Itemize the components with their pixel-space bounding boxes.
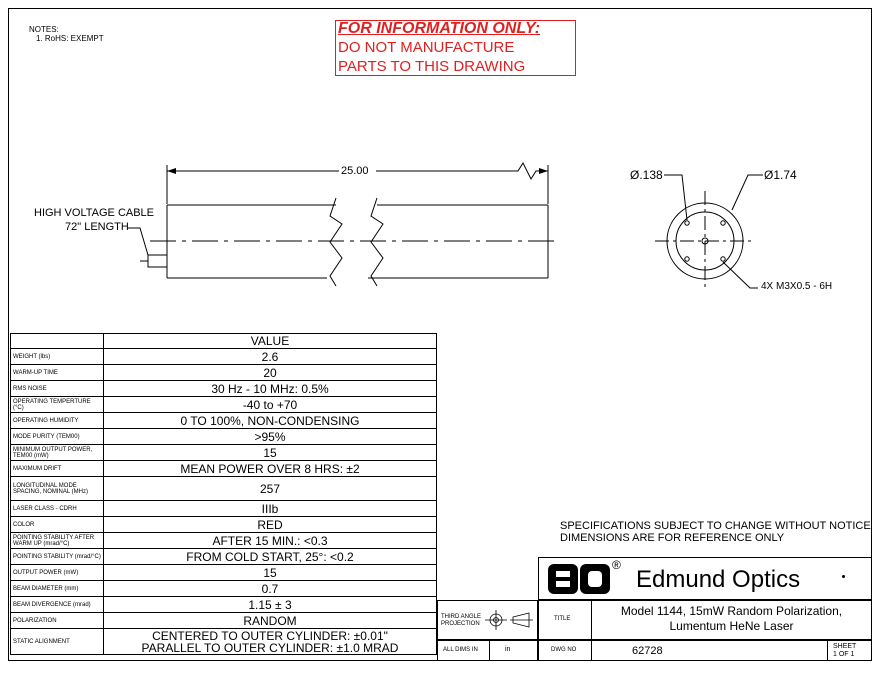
spec-value bbox=[104, 533, 437, 549]
title-line-2: Lumentum HeNe Laser bbox=[669, 619, 794, 633]
spec-value bbox=[104, 445, 437, 461]
length-dimension-label: 25.00 bbox=[341, 165, 369, 177]
spec-row bbox=[11, 381, 437, 397]
spec-value-text: 257 bbox=[259, 481, 281, 496]
spec-label: OPERATING HUMIDITY bbox=[11, 413, 104, 429]
spec-label: WEIGHT (lbs) bbox=[11, 349, 104, 365]
spec-value bbox=[104, 613, 437, 629]
notice-line-1: DO NOT MANUFACTURE bbox=[338, 39, 515, 56]
spec-value-text: 20 bbox=[263, 365, 277, 380]
spec-label: OUTPUT POWER (mW) bbox=[11, 565, 104, 581]
spec-row bbox=[11, 565, 437, 581]
spec-value-text-2: PARALLEL TO OUTER CYLINDER: ±1.0 MRAD bbox=[141, 640, 399, 655]
spec-value bbox=[104, 597, 437, 613]
spec-row bbox=[11, 533, 437, 549]
spec-value bbox=[104, 629, 437, 655]
dims-label: ALL DIMS IN bbox=[443, 647, 478, 653]
spec-value bbox=[104, 549, 437, 565]
spec-row bbox=[11, 549, 437, 565]
spec-row bbox=[11, 397, 437, 413]
spec-label: RMS NOISE bbox=[11, 381, 104, 397]
spec-row bbox=[11, 581, 437, 597]
spec-label: POINTING STABILITY (mrad/°C) bbox=[11, 549, 104, 565]
spec-value-text: 15 bbox=[263, 565, 277, 580]
spec-value-text: RANDOM bbox=[243, 613, 297, 628]
spec-label: LONGITUDINAL MODE SPACING, NOMINAL (MHz) bbox=[11, 477, 104, 501]
dims-value-cell bbox=[489, 640, 538, 661]
spec-label: POLARIZATION bbox=[11, 613, 104, 629]
dwg-label: DWG NO bbox=[551, 647, 577, 653]
spec-value-text: CENTERED TO OUTER CYLINDER: ±0.01" bbox=[152, 628, 388, 643]
sheet-value: 1 OF 1 bbox=[833, 651, 855, 658]
spec-value bbox=[104, 581, 437, 597]
spec-value bbox=[104, 381, 437, 397]
spec-label: MODE PURITY (TEM00) bbox=[11, 429, 104, 445]
spec-value bbox=[104, 365, 437, 381]
spec-value-text: 0 TO 100%, NON-CONDENSING bbox=[180, 413, 360, 428]
spec-value-text: 30 Hz - 10 MHz: 0.5% bbox=[211, 381, 329, 396]
spec-label: OPERATING TEMPERTURE (°C) bbox=[11, 397, 104, 413]
spec-value bbox=[104, 517, 437, 533]
spec-label: MAXIMUM DRIFT bbox=[11, 461, 104, 477]
cable-stub bbox=[140, 255, 167, 267]
spec-value bbox=[104, 429, 437, 445]
dwg-value-cell bbox=[591, 640, 828, 661]
company-name: Edmund Optics bbox=[636, 566, 801, 593]
spec-row bbox=[11, 445, 437, 461]
spec-row bbox=[11, 349, 437, 365]
spec-row bbox=[11, 629, 437, 655]
spec-label: POINTING STABILITY AFTER WARM UP (mrad/°C) bbox=[11, 533, 104, 549]
spec-header-blank bbox=[11, 334, 104, 349]
logo-dot bbox=[842, 575, 845, 578]
spec-label: BEAM DIVERGENCE (mrad) bbox=[11, 597, 104, 613]
registered-mark: ® bbox=[612, 558, 621, 572]
title-line-1: Model 1144, 15mW Random Polarization, bbox=[620, 604, 843, 618]
spec-value-text: IIIb bbox=[261, 501, 279, 516]
notice-line-2: PARTS TO THIS DRAWING bbox=[338, 58, 526, 75]
spec-header-value: VALUE bbox=[104, 334, 437, 349]
disclaimer-line-2: DIMENSIONS ARE FOR REFERENCE ONLY bbox=[560, 532, 785, 544]
sheet-label: SHEET bbox=[833, 643, 857, 650]
hole-diameter-label: Ø.138 bbox=[630, 168, 663, 182]
projection-label-2: PROJECTION bbox=[441, 621, 480, 627]
spec-value bbox=[104, 501, 437, 517]
laser-end-view bbox=[655, 175, 763, 291]
thread-callout-label: 4X M3X0.5 - 6H bbox=[761, 281, 833, 292]
spec-value-text: -40 to +70 bbox=[242, 397, 298, 412]
laser-tube-side-view bbox=[167, 198, 548, 286]
third-angle-projection-icon bbox=[483, 608, 535, 632]
spec-label: STATIC ALIGNMENT bbox=[11, 629, 104, 655]
spec-value bbox=[104, 397, 437, 413]
spec-value bbox=[104, 477, 437, 501]
spec-value-text: RED bbox=[257, 517, 283, 532]
spec-row bbox=[11, 517, 437, 533]
spec-value-text: >95% bbox=[254, 429, 286, 444]
arrowhead-left bbox=[167, 168, 176, 174]
spec-row bbox=[11, 413, 437, 429]
spec-value-text: MEAN POWER OVER 8 HRS: ±2 bbox=[180, 461, 360, 476]
spec-value-text: 15 bbox=[263, 445, 277, 460]
spec-value-text: FROM COLD START, 25°: <0.2 bbox=[186, 549, 354, 564]
spec-value bbox=[104, 413, 437, 429]
spec-row bbox=[11, 501, 437, 517]
cable-label-line-2: 72" LENGTH bbox=[65, 221, 129, 233]
dwg-value: 62728 bbox=[632, 645, 663, 657]
spec-row bbox=[11, 429, 437, 445]
projection-label-1: THIRD ANGLE bbox=[441, 614, 482, 620]
notes-title: NOTES: bbox=[29, 25, 59, 34]
spec-row bbox=[11, 597, 437, 613]
spec-table-header-row bbox=[11, 334, 437, 349]
disclaimer-line-1: SPECIFICATIONS SUBJECT TO CHANGE WITHOUT NOTICE bbox=[560, 520, 871, 532]
spec-row bbox=[11, 477, 437, 501]
title-label: TITLE bbox=[554, 616, 571, 622]
notice-heading: FOR INFORMATION ONLY: bbox=[338, 20, 541, 37]
spec-label: WARM-UP TIME bbox=[11, 365, 104, 381]
spec-label: BEAM DIAMETER (mm) bbox=[11, 581, 104, 597]
spec-value bbox=[104, 349, 437, 365]
spec-label: LASER CLASS - CDRH bbox=[11, 501, 104, 517]
spec-label: COLOR bbox=[11, 517, 104, 533]
arrowhead-right bbox=[539, 168, 548, 174]
edmund-optics-logo bbox=[548, 564, 610, 594]
spec-value-text: 2.6 bbox=[261, 349, 279, 364]
spec-row bbox=[11, 613, 437, 629]
cable-leader bbox=[128, 228, 148, 255]
dims-value: in bbox=[505, 646, 511, 653]
spec-value-text: 1.15 ± 3 bbox=[248, 597, 292, 612]
spec-row bbox=[11, 365, 437, 381]
spec-value bbox=[104, 461, 437, 477]
outer-diameter-label: Ø1.74 bbox=[764, 168, 797, 182]
spec-value bbox=[104, 565, 437, 581]
notes-item: 1. RoHS: EXEMPT bbox=[36, 34, 104, 43]
cable-label-line-1: HIGH VOLTAGE CABLE bbox=[34, 207, 155, 219]
spec-row bbox=[11, 461, 437, 477]
spec-value-text: AFTER 15 MIN.: <0.3 bbox=[212, 533, 328, 548]
spec-value-text: 0.7 bbox=[261, 581, 279, 596]
spec-label: MINIMUM OUTPUT POWER, TEM00 (mW) bbox=[11, 445, 104, 461]
spec-table bbox=[10, 333, 437, 655]
